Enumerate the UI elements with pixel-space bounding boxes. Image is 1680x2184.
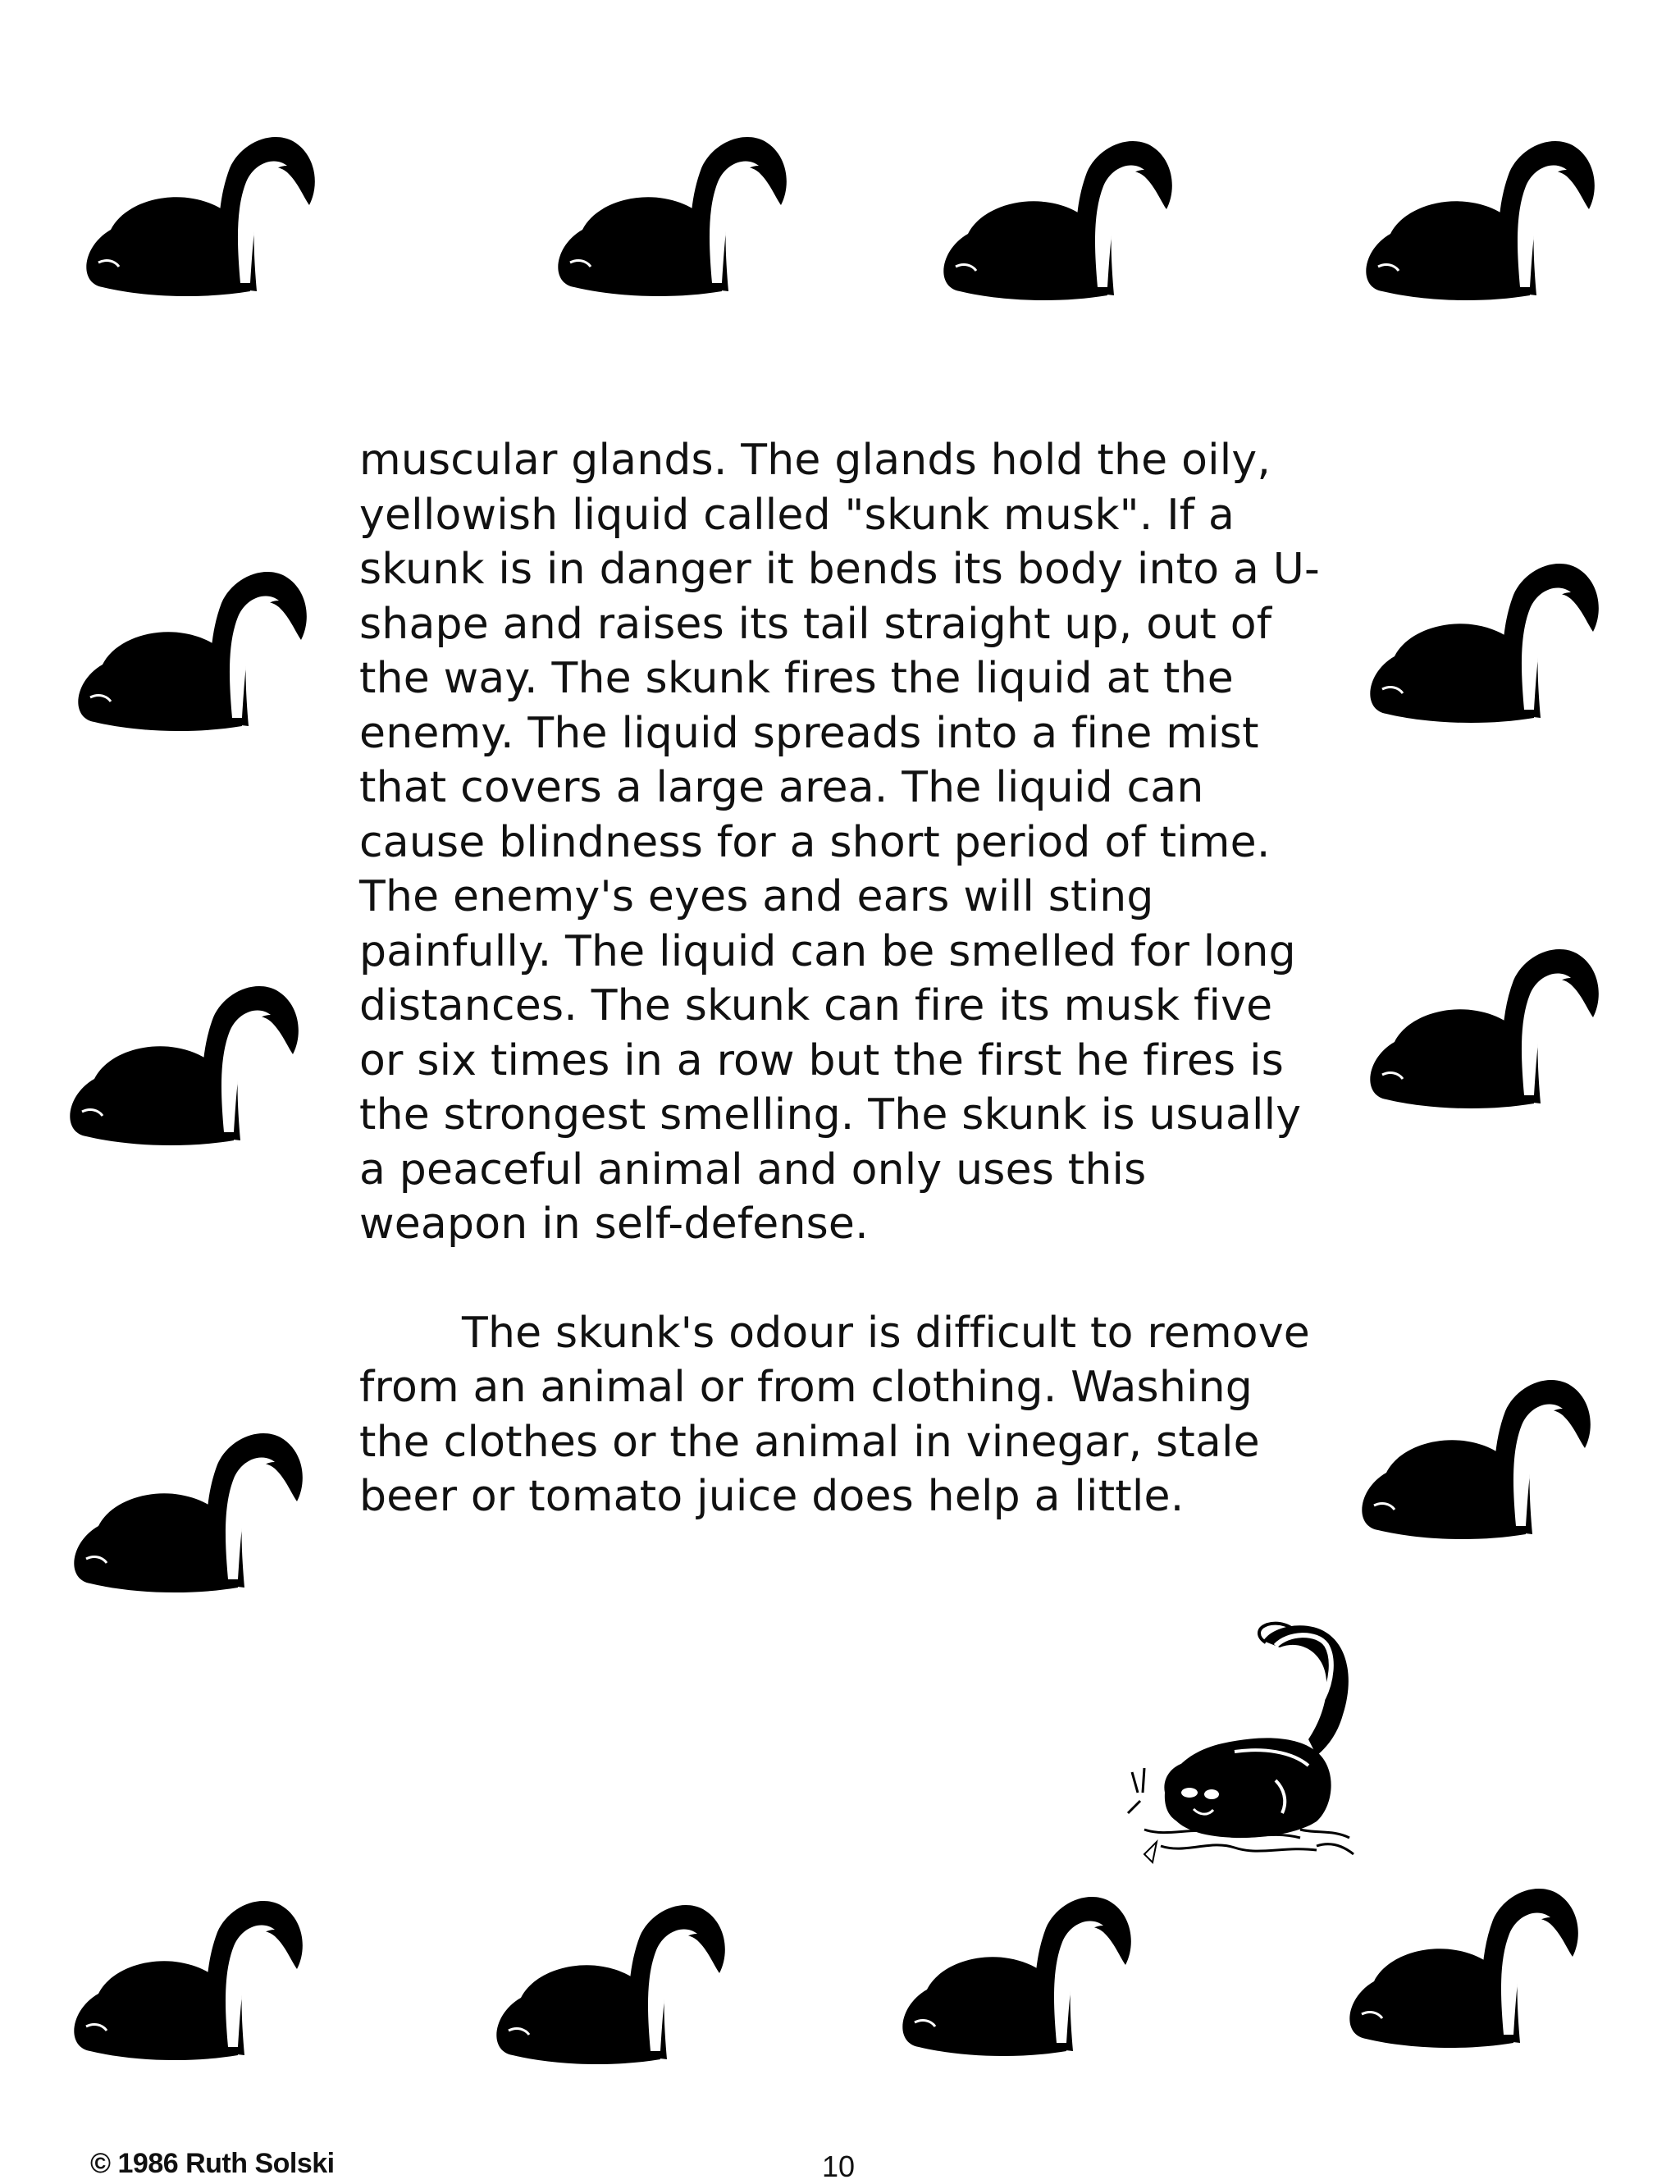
page-number: 10 xyxy=(822,2150,856,2183)
skunk-silhouette-icon xyxy=(550,123,796,312)
skunk-drawing-icon xyxy=(1112,1583,1390,1871)
skunk-silhouette-icon xyxy=(488,1891,734,2080)
skunk-silhouette-icon xyxy=(62,972,308,1161)
paragraph-1: muscular glands. The glands hold the oily, yellowish liquid called "skunk musk". If a skunk is in danger it bends its body into a U-shape and raises its tail straight up, out of the way. The skunk fires the liquid at the enemy. The liquid spreads into a fine mist that covers a large area. The liquid can cause blindness for a short period of time. The enemy's eyes and ears will sting painfully. The liquid can be smelled for long distances. The skunk can fire its musk five or six times in a row but the first he fires is the strongest smelling. The skunk is usually a peaceful animal and only uses this weapon in self-defense. xyxy=(359,436,1320,1249)
skunk-silhouette-icon xyxy=(935,127,1181,316)
skunk-silhouette-icon xyxy=(78,123,324,312)
article-body xyxy=(359,433,1327,1524)
skunk-silhouette-icon xyxy=(1358,127,1604,316)
skunk-silhouette-icon xyxy=(1362,935,1608,1124)
skunk-silhouette-icon xyxy=(66,1419,312,1608)
skunk-silhouette-icon xyxy=(1354,1366,1600,1555)
skunk-silhouette-icon xyxy=(1341,1875,1587,2063)
paragraph-2: The skunk's odour is difficult to remove from an animal or from clothing. Washing the clothes or the animal in vinegar, stale beer or tomato juice does help a little. xyxy=(359,1308,1310,1521)
skunk-silhouette-icon xyxy=(66,1887,312,2076)
skunk-silhouette-icon xyxy=(70,558,316,747)
copyright-notice: © 1986 Ruth Solski xyxy=(90,2148,335,2179)
skunk-silhouette-icon xyxy=(894,1883,1140,2072)
skunk-silhouette-icon xyxy=(1362,550,1608,738)
